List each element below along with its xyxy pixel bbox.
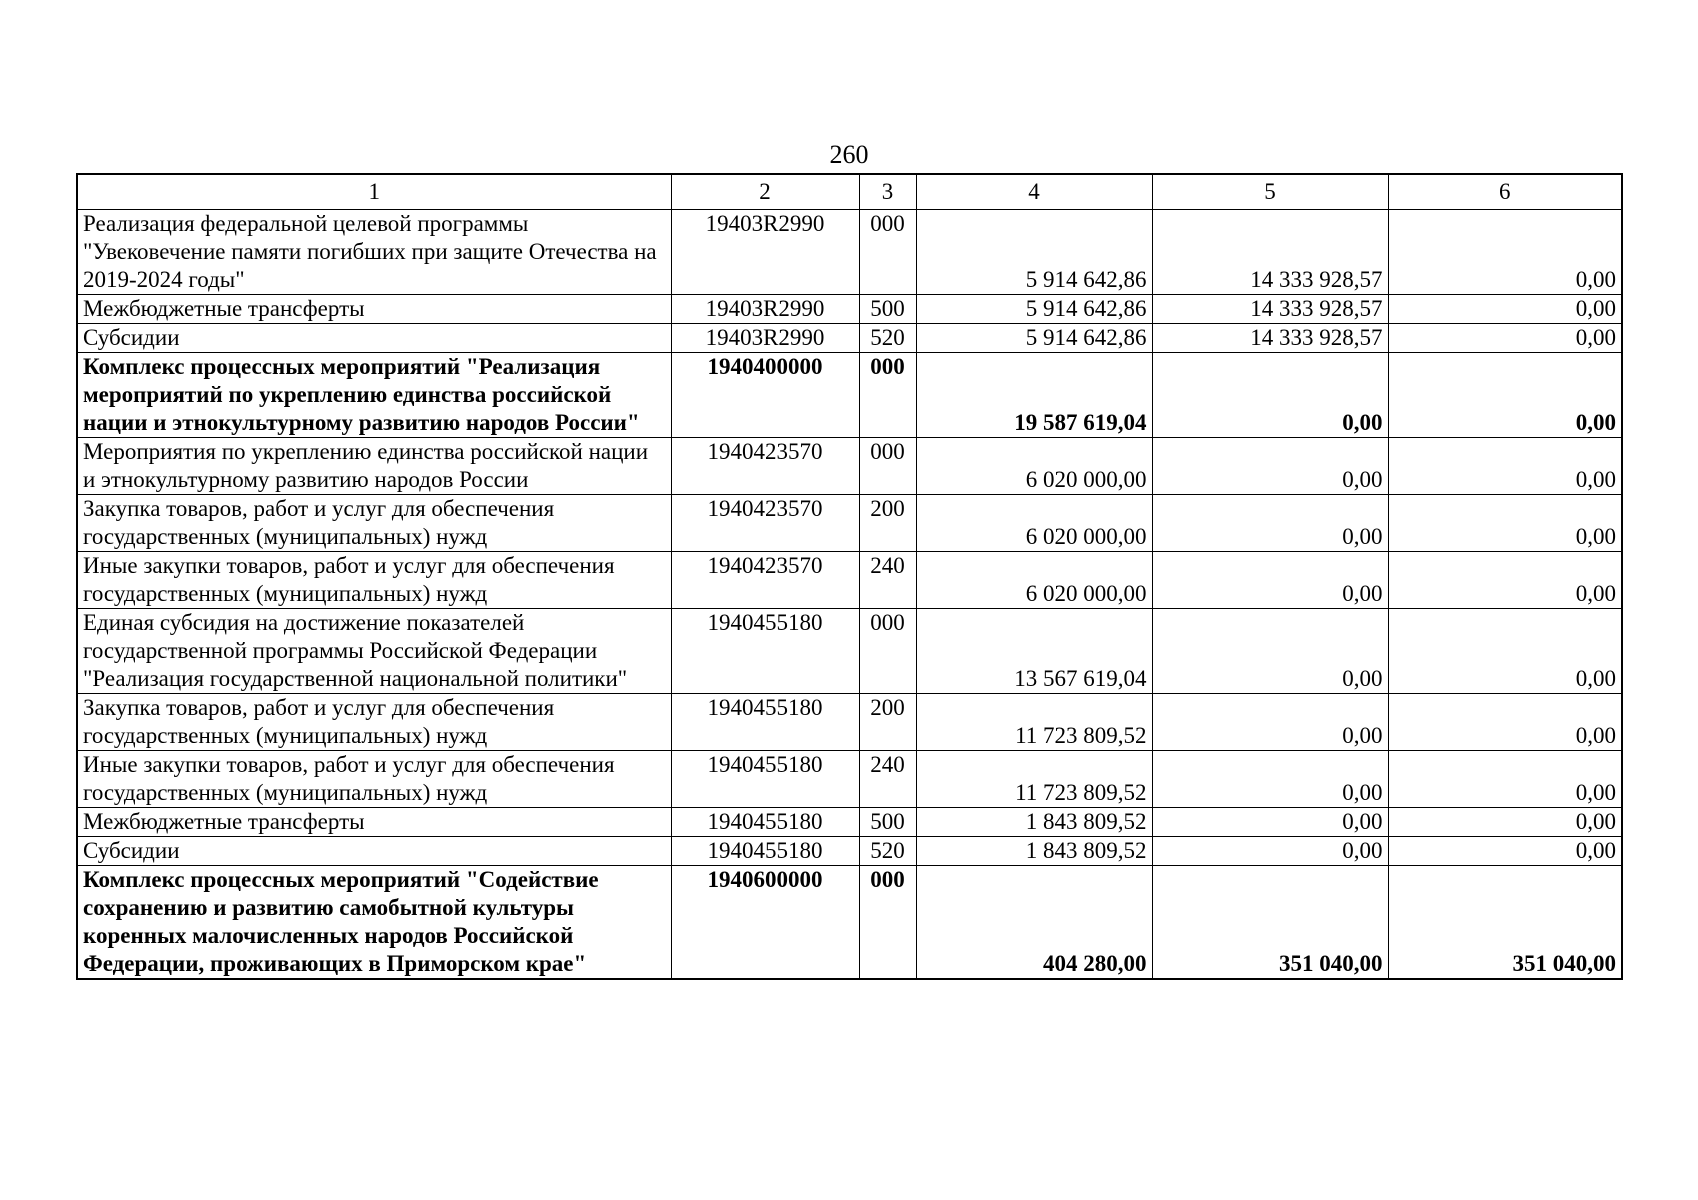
row-name-cell: Иные закупки товаров, работ и услуг для обеспечения государственных (муниципальных) нужд: [77, 751, 671, 808]
page-number: 260: [829, 140, 869, 169]
table-row: [77, 866, 1622, 980]
table-row: [77, 324, 1622, 353]
row-expense-type-cell: 520: [859, 324, 916, 353]
row-value-col4-cell: 404 280,00: [916, 866, 1152, 980]
row-name-cell: Иные закупки товаров, работ и услуг для обеспечения государственных (муниципальных) нужд: [77, 552, 671, 609]
table-row: [77, 751, 1622, 808]
table-row: [77, 210, 1622, 295]
table-row: [77, 609, 1622, 694]
row-code-cell: 1940455180: [671, 837, 859, 866]
table-row: [77, 808, 1622, 837]
row-value-col6-cell: 0,00: [1388, 495, 1622, 552]
table-row: [77, 837, 1622, 866]
row-expense-type-cell: 240: [859, 751, 916, 808]
row-value-col6-cell: 0,00: [1388, 552, 1622, 609]
row-value-col4-cell: 13 567 619,04: [916, 609, 1152, 694]
row-name-cell: Мероприятия по укреплению единства российской нации и этнокультурному развитию народов России: [77, 438, 671, 495]
row-name-cell: Закупка товаров, работ и услуг для обеспечения государственных (муниципальных) нужд: [77, 495, 671, 552]
row-value-col4-cell: 11 723 809,52: [916, 751, 1152, 808]
row-expense-type-cell: 000: [859, 210, 916, 295]
row-name-cell: Межбюджетные трансферты: [77, 295, 671, 324]
row-name-cell: Субсидии: [77, 324, 671, 353]
row-name-cell: Межбюджетные трансферты: [77, 808, 671, 837]
row-expense-type-cell: 000: [859, 609, 916, 694]
row-value-col5-cell: 0,00: [1152, 808, 1388, 837]
row-value-col5-cell: 14 333 928,57: [1152, 324, 1388, 353]
row-expense-type-cell: 500: [859, 295, 916, 324]
row-value-col5-cell: 0,00: [1152, 609, 1388, 694]
table-header-row: [77, 174, 1622, 210]
table-row: [77, 295, 1622, 324]
row-code-cell: 1940455180: [671, 751, 859, 808]
row-code-cell: 1940600000: [671, 866, 859, 980]
row-value-col6-cell: 0,00: [1388, 438, 1622, 495]
table-row: [77, 438, 1622, 495]
row-value-col6-cell: 0,00: [1388, 353, 1622, 438]
row-value-col5-cell: 14 333 928,57: [1152, 210, 1388, 295]
column-header-2: 2: [671, 174, 859, 210]
row-code-cell: 1940455180: [671, 808, 859, 837]
column-header-1: 1: [77, 174, 671, 210]
column-header-3: 3: [859, 174, 916, 210]
row-code-cell: 1940455180: [671, 609, 859, 694]
row-value-col5-cell: 0,00: [1152, 837, 1388, 866]
row-value-col6-cell: 0,00: [1388, 210, 1622, 295]
column-header-5: 5: [1152, 174, 1388, 210]
row-value-col4-cell: 5 914 642,86: [916, 324, 1152, 353]
table-row: [77, 495, 1622, 552]
budget-table: [76, 173, 1623, 980]
row-value-col6-cell: 0,00: [1388, 295, 1622, 324]
table-body: [77, 210, 1622, 980]
row-name-cell: Единая субсидия на достижение показателей государственной программы Российской Федерации "Реализация государственной национальной политики": [77, 609, 671, 694]
row-value-col4-cell: 19 587 619,04: [916, 353, 1152, 438]
row-value-col5-cell: 0,00: [1152, 438, 1388, 495]
row-value-col4-cell: 6 020 000,00: [916, 552, 1152, 609]
row-value-col6-cell: 0,00: [1388, 751, 1622, 808]
column-header-6: 6: [1388, 174, 1622, 210]
row-expense-type-cell: 000: [859, 866, 916, 980]
row-value-col4-cell: 5 914 642,86: [916, 210, 1152, 295]
row-code-cell: 19403R2990: [671, 210, 859, 295]
row-value-col6-cell: 351 040,00: [1388, 866, 1622, 980]
table-row: [77, 353, 1622, 438]
row-value-col5-cell: 0,00: [1152, 552, 1388, 609]
row-value-col6-cell: 0,00: [1388, 837, 1622, 866]
column-header-4: 4: [916, 174, 1152, 210]
row-value-col5-cell: 14 333 928,57: [1152, 295, 1388, 324]
row-code-cell: 1940423570: [671, 552, 859, 609]
row-code-cell: 1940400000: [671, 353, 859, 438]
table-row: [77, 694, 1622, 751]
row-name-cell: Комплекс процессных мероприятий "Содействие сохранению и развитию самобытной культуры коренных малочисленных народов Российской Федерации, проживающих в Приморском крае": [77, 866, 671, 980]
row-code-cell: 1940423570: [671, 495, 859, 552]
row-code-cell: 19403R2990: [671, 324, 859, 353]
row-value-col4-cell: 11 723 809,52: [916, 694, 1152, 751]
row-value-col4-cell: 6 020 000,00: [916, 495, 1152, 552]
row-value-col4-cell: 1 843 809,52: [916, 808, 1152, 837]
row-value-col5-cell: 0,00: [1152, 353, 1388, 438]
row-expense-type-cell: 000: [859, 353, 916, 438]
row-value-col6-cell: 0,00: [1388, 609, 1622, 694]
row-value-col5-cell: 351 040,00: [1152, 866, 1388, 980]
row-expense-type-cell: 520: [859, 837, 916, 866]
row-expense-type-cell: 000: [859, 438, 916, 495]
row-name-cell: Закупка товаров, работ и услуг для обеспечения государственных (муниципальных) нужд: [77, 694, 671, 751]
row-value-col4-cell: 5 914 642,86: [916, 295, 1152, 324]
row-expense-type-cell: 200: [859, 495, 916, 552]
row-value-col5-cell: 0,00: [1152, 495, 1388, 552]
table-row: [77, 552, 1622, 609]
row-expense-type-cell: 500: [859, 808, 916, 837]
row-name-cell: Комплекс процессных мероприятий "Реализация мероприятий по укреплению единства российской нации и этнокультурному развитию народов России": [77, 353, 671, 438]
row-code-cell: 19403R2990: [671, 295, 859, 324]
row-code-cell: 1940455180: [671, 694, 859, 751]
row-expense-type-cell: 240: [859, 552, 916, 609]
row-code-cell: 1940423570: [671, 438, 859, 495]
row-value-col4-cell: 1 843 809,52: [916, 837, 1152, 866]
row-expense-type-cell: 200: [859, 694, 916, 751]
row-value-col6-cell: 0,00: [1388, 324, 1622, 353]
row-value-col5-cell: 0,00: [1152, 751, 1388, 808]
row-value-col6-cell: 0,00: [1388, 694, 1622, 751]
row-value-col6-cell: 0,00: [1388, 808, 1622, 837]
row-name-cell: Реализация федеральной целевой программы "Увековечение памяти погибших при защите Отечества на 2019-2024 годы": [77, 210, 671, 295]
row-value-col4-cell: 6 020 000,00: [916, 438, 1152, 495]
row-value-col5-cell: 0,00: [1152, 694, 1388, 751]
row-name-cell: Субсидии: [77, 837, 671, 866]
